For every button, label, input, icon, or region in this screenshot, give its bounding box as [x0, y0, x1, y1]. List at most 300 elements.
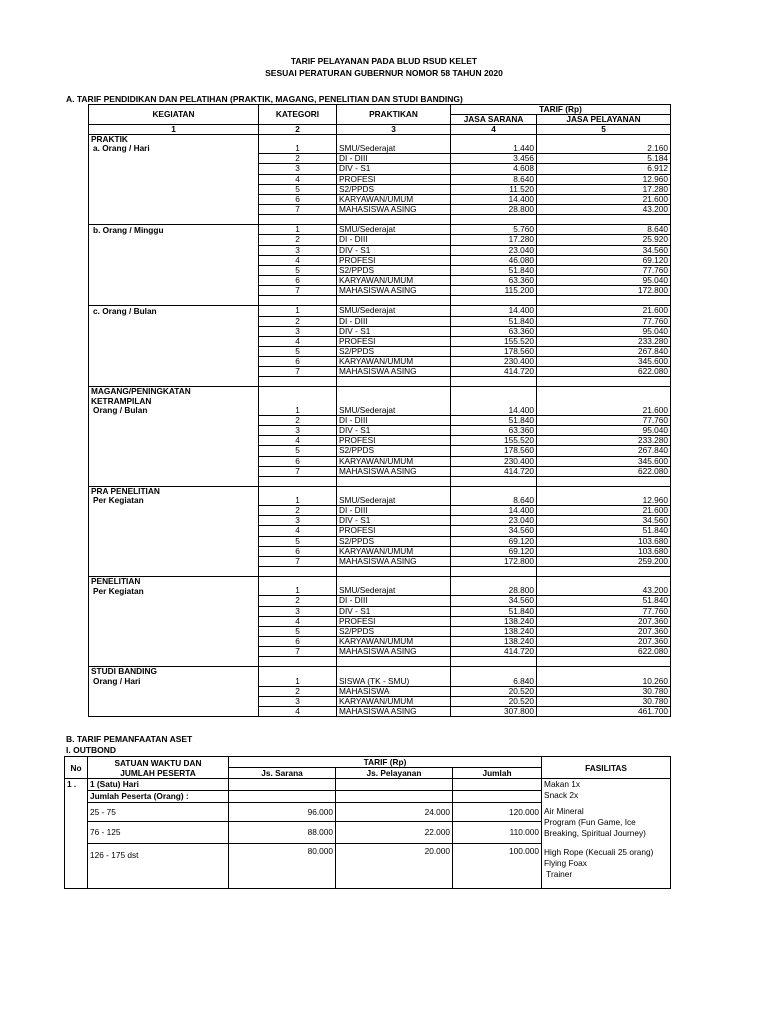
kategori-value: 2 [259, 596, 337, 606]
jasa-sarana-value: 14.400 [451, 506, 537, 516]
tarif-row [89, 706, 671, 716]
cell-empty [542, 882, 671, 889]
cell-empty [337, 387, 451, 397]
tarif-row [89, 184, 671, 194]
jasa-pelayanan-value: 207.360 [537, 616, 671, 626]
cell-empty [337, 577, 451, 587]
tarif-row [89, 596, 671, 606]
tarif-row [89, 506, 671, 516]
kategori-value: 4 [259, 174, 337, 184]
jasa-sarana-value: 28.800 [451, 205, 537, 215]
col-number: 4 [451, 125, 537, 135]
cell-empty [451, 377, 537, 387]
peserta-range: 76 - 125 [88, 822, 229, 844]
kategori-value: 6 [259, 637, 337, 647]
praktikan-value: SMU/Sederajat [337, 406, 451, 416]
tarif-row [89, 255, 671, 265]
tarif-row [89, 637, 671, 647]
praktikan-value: DI - DIII [337, 316, 451, 326]
kategori-value: 2 [259, 316, 337, 326]
cell-empty [537, 486, 671, 496]
tarif-row [89, 677, 671, 687]
jasa-sarana-value: 51.840 [451, 415, 537, 425]
cell-empty [451, 387, 537, 397]
jasa-pelayanan-value: 233.280 [537, 436, 671, 446]
jasa-pelayanan-value: 77.760 [537, 316, 671, 326]
cell-empty [89, 154, 259, 164]
col-jasa-pelayanan: JASA PELAYANAN [537, 115, 671, 125]
outbond-no: 1 . [65, 779, 88, 882]
col-kategori: KATEGORI [259, 105, 337, 125]
js-sarana-value: 80.000 [229, 844, 336, 882]
fasilitas-item: Makan 1x [544, 779, 581, 789]
jasa-sarana-value: 34.560 [451, 596, 537, 606]
cell-empty [451, 215, 537, 225]
praktikan-value: DI - DIII [337, 235, 451, 245]
jasa-sarana-value: 4.608 [451, 164, 537, 174]
jasa-sarana-value: 23.040 [451, 516, 537, 526]
col-fasilitas: FASILITAS [542, 757, 671, 779]
jasa-sarana-value: 51.840 [451, 265, 537, 275]
group-heading: STUDI BANDING [89, 667, 259, 677]
kegiatan-label: Per Kegiatan [89, 496, 259, 506]
tarif-row [89, 144, 671, 154]
cell-empty [259, 135, 337, 145]
cell-empty [259, 296, 337, 306]
jasa-sarana-value: 5.760 [451, 225, 537, 235]
kategori-value: 7 [259, 286, 337, 296]
praktikan-value: SMU/Sederajat [337, 586, 451, 596]
col-satuan [88, 757, 229, 779]
tarif-row [89, 306, 671, 316]
tarif-row [89, 616, 671, 626]
praktikan-value: KARYAWAN/UMUM [337, 357, 451, 367]
outbond-title: I. OUTBOND [66, 745, 117, 755]
kategori-value: 6 [259, 456, 337, 466]
tarif-row [89, 276, 671, 286]
cell-empty [89, 415, 259, 425]
cell-empty [337, 476, 451, 486]
kategori-value: 2 [259, 154, 337, 164]
praktikan-value: MAHASISWA ASING [337, 556, 451, 566]
kegiatan-label: a. Orang / Hari [89, 144, 259, 154]
cell-empty [259, 567, 337, 577]
jasa-sarana-value: 178.560 [451, 446, 537, 456]
jasa-sarana-value: 51.840 [451, 606, 537, 616]
group-heading-row [89, 387, 671, 397]
tarif-row [89, 265, 671, 275]
col-js-pelayanan: Js. Pelayanan [336, 768, 453, 779]
cell-empty [89, 606, 259, 616]
jasa-pelayanan-value: 267.840 [537, 346, 671, 356]
kategori-value: 5 [259, 265, 337, 275]
praktikan-value: PROFESI [337, 616, 451, 626]
praktikan-value: DI - DIII [337, 415, 451, 425]
cell-empty [537, 577, 671, 587]
cell-empty [537, 476, 671, 486]
praktikan-value: MAHASISWA ASING [337, 466, 451, 476]
cell-empty [337, 296, 451, 306]
jasa-sarana-value: 155.520 [451, 336, 537, 346]
jasa-pelayanan-value: 77.760 [537, 265, 671, 275]
jasa-pelayanan-value: 51.840 [537, 596, 671, 606]
tarif-row [89, 546, 671, 556]
spacer-row [89, 215, 671, 225]
praktikan-value: S2/PPDS [337, 184, 451, 194]
praktikan-value: PROFESI [337, 174, 451, 184]
kategori-value: 4 [259, 706, 337, 716]
tarif-row [89, 406, 671, 416]
tarif-row [89, 446, 671, 456]
kategori-value: 6 [259, 276, 337, 286]
kategori-value: 1 [259, 586, 337, 596]
cell-empty [451, 296, 537, 306]
cell-empty [89, 194, 259, 204]
peserta-range: 25 - 75 [88, 803, 229, 822]
praktikan-value: DIV - S1 [337, 606, 451, 616]
cell-empty [259, 476, 337, 486]
group-heading-row [89, 135, 671, 145]
jasa-sarana-value: 307.800 [451, 706, 537, 716]
tarif-row [89, 626, 671, 636]
fasilitas-item: Program (Fun Game, Ice [544, 817, 636, 827]
group-heading: PRAKTIK [89, 135, 259, 145]
cell-empty [89, 626, 259, 636]
kategori-value: 6 [259, 194, 337, 204]
jasa-pelayanan-value: 233.280 [537, 336, 671, 346]
cell-empty [537, 387, 671, 397]
praktikan-value: DIV - S1 [337, 516, 451, 526]
jasa-sarana-value: 23.040 [451, 245, 537, 255]
kategori-value: 7 [259, 466, 337, 476]
cell-empty [259, 215, 337, 225]
praktikan-value: MAHASISWA ASING [337, 205, 451, 215]
js-sarana-value: 88.000 [229, 822, 336, 844]
cell-empty [259, 377, 337, 387]
cell-empty [89, 647, 259, 657]
jasa-sarana-value: 3.456 [451, 154, 537, 164]
col-number: 1 [89, 125, 259, 135]
tarif-row [89, 466, 671, 476]
praktikan-value: DI - DIII [337, 506, 451, 516]
cell-empty [89, 174, 259, 184]
jasa-sarana-value: 138.240 [451, 616, 537, 626]
jasa-pelayanan-value: 259.200 [537, 556, 671, 566]
cell-empty [89, 686, 259, 696]
jasa-sarana-value: 414.720 [451, 466, 537, 476]
tarif-row [89, 686, 671, 696]
cell-empty [229, 882, 336, 889]
cell-empty [89, 456, 259, 466]
jasa-sarana-value: 230.400 [451, 357, 537, 367]
jasa-pelayanan-value: 207.360 [537, 637, 671, 647]
col-jasa-sarana: JASA SARANA [451, 115, 537, 125]
cell-empty [89, 426, 259, 436]
cell-empty [453, 779, 542, 791]
cell-empty [451, 567, 537, 577]
tarif-row [89, 415, 671, 425]
kategori-value: 4 [259, 436, 337, 446]
kegiatan-label: b. Orang / Minggu [89, 225, 259, 235]
jasa-sarana-value: 8.640 [451, 174, 537, 184]
cell-empty [89, 184, 259, 194]
spacer-row [89, 476, 671, 486]
tarif-row [89, 154, 671, 164]
tarif-row [89, 336, 671, 346]
fasilitas-item: High Rope (Kecuali 25 orang) [544, 847, 654, 857]
tarif-row [89, 556, 671, 566]
praktikan-value: PROFESI [337, 526, 451, 536]
jasa-pelayanan-value: 95.040 [537, 326, 671, 336]
outbond-waktu: 1 (Satu) Hari [88, 779, 229, 791]
cell-empty [89, 516, 259, 526]
cell-empty [336, 791, 453, 803]
jumlah-value: 100.000 [453, 844, 542, 882]
jasa-pelayanan-value: 207.360 [537, 626, 671, 636]
cell-empty [537, 215, 671, 225]
col-jumlah: Jumlah [453, 768, 542, 779]
cell-empty [451, 135, 537, 145]
cell-empty [89, 696, 259, 706]
praktikan-value: KARYAWAN/UMUM [337, 637, 451, 647]
tarif-row [89, 526, 671, 536]
col-kegiatan: KEGIATAN [89, 105, 259, 125]
group-heading: PRA PENELITIAN [89, 486, 259, 496]
tarif-row [89, 436, 671, 446]
kategori-value: 3 [259, 326, 337, 336]
praktikan-value: PROFESI [337, 436, 451, 446]
jasa-pelayanan-value: 345.600 [537, 456, 671, 466]
kategori-value: 5 [259, 346, 337, 356]
cell-empty [89, 446, 259, 456]
praktikan-value: DIV - S1 [337, 245, 451, 255]
jasa-sarana-value: 51.840 [451, 316, 537, 326]
tarif-row [89, 316, 671, 326]
kategori-value: 2 [259, 235, 337, 245]
praktikan-value: KARYAWAN/UMUM [337, 194, 451, 204]
tarif-row [89, 367, 671, 377]
jasa-sarana-value: 14.400 [451, 406, 537, 416]
kategori-value: 3 [259, 606, 337, 616]
jasa-sarana-value: 14.400 [451, 194, 537, 204]
kategori-value: 1 [259, 406, 337, 416]
praktikan-value: S2/PPDS [337, 265, 451, 275]
cell-empty [89, 596, 259, 606]
jasa-sarana-value: 115.200 [451, 286, 537, 296]
kategori-value: 7 [259, 205, 337, 215]
js-sarana-value: 96.000 [229, 803, 336, 822]
kategori-value: 5 [259, 184, 337, 194]
outbond-fasilitas [542, 779, 671, 882]
cell-empty [89, 637, 259, 647]
jasa-sarana-value: 414.720 [451, 647, 537, 657]
col-praktikan: PRAKTIKAN [337, 105, 451, 125]
cell-empty [537, 667, 671, 677]
cell-empty [89, 436, 259, 446]
jasa-sarana-value: 8.640 [451, 496, 537, 506]
cell-empty [89, 567, 259, 577]
jasa-sarana-value: 14.400 [451, 306, 537, 316]
col-tarif: TARIF (Rp) [451, 105, 671, 115]
group-heading: PENELITIAN [89, 577, 259, 587]
tarif-row [89, 516, 671, 526]
jasa-pelayanan-value: 8.640 [537, 225, 671, 235]
praktikan-value: S2/PPDS [337, 346, 451, 356]
cell-empty [337, 397, 451, 406]
cell-empty [89, 466, 259, 476]
jasa-pelayanan-value: 17.280 [537, 184, 671, 194]
kategori-value: 6 [259, 357, 337, 367]
jasa-pelayanan-value: 103.680 [537, 536, 671, 546]
col-number: 3 [337, 125, 451, 135]
col-no: No [65, 757, 88, 779]
jasa-sarana-value: 63.360 [451, 276, 537, 286]
spacer-row [89, 296, 671, 306]
kegiatan-label: Per Kegiatan [89, 586, 259, 596]
jasa-pelayanan-value: 34.560 [537, 516, 671, 526]
tarif-row [89, 286, 671, 296]
jasa-pelayanan-value: 25.920 [537, 235, 671, 245]
praktikan-value: PROFESI [337, 336, 451, 346]
cell-empty [336, 779, 453, 791]
jasa-pelayanan-value: 43.200 [537, 205, 671, 215]
group-heading: MAGANG/PENINGKATAN [89, 387, 259, 397]
cell-empty [259, 657, 337, 667]
section-a-title: A. TARIF PENDIDIKAN DAN PELATIHAN (PRAKTIK, MAGANG, PENELITIAN DAN STUDI BANDING) [66, 94, 463, 104]
tarif-pendidikan-table [88, 104, 671, 717]
js-pelayanan-value: 24.000 [336, 803, 453, 822]
cell-empty [337, 486, 451, 496]
jasa-pelayanan-value: 345.600 [537, 357, 671, 367]
cell-empty [89, 326, 259, 336]
tarif-row [89, 164, 671, 174]
praktikan-value: MAHASISWA ASING [337, 367, 451, 377]
tarif-row [89, 426, 671, 436]
fasilitas-item: Breaking, Spiritual Journey) [544, 828, 646, 838]
kategori-value: 1 [259, 144, 337, 154]
jasa-pelayanan-value: 21.600 [537, 506, 671, 516]
jasa-pelayanan-value: 95.040 [537, 426, 671, 436]
cell-empty [453, 882, 542, 889]
cell-empty [89, 255, 259, 265]
jasa-pelayanan-value: 622.080 [537, 466, 671, 476]
jasa-pelayanan-value: 2.160 [537, 144, 671, 154]
tarif-row [89, 205, 671, 215]
kategori-value: 3 [259, 426, 337, 436]
jasa-sarana-value: 28.800 [451, 586, 537, 596]
jasa-sarana-value: 69.120 [451, 546, 537, 556]
jasa-pelayanan-value: 12.960 [537, 496, 671, 506]
kategori-value: 1 [259, 496, 337, 506]
jasa-sarana-value: 34.560 [451, 526, 537, 536]
cell-empty [89, 215, 259, 225]
kategori-value: 5 [259, 446, 337, 456]
document-subtitle: SESUAI PERATURAN GUBERNUR NOMOR 58 TAHUN 2020 [265, 68, 503, 78]
cell-empty [89, 546, 259, 556]
cell-empty [65, 882, 88, 889]
jasa-sarana-value: 11.520 [451, 184, 537, 194]
kategori-value: 1 [259, 677, 337, 687]
tarif-row [89, 174, 671, 184]
praktikan-value: DIV - S1 [337, 426, 451, 436]
jasa-sarana-value: 63.360 [451, 326, 537, 336]
kategori-value: 5 [259, 536, 337, 546]
cell-empty [89, 205, 259, 215]
praktikan-value: DI - DIII [337, 596, 451, 606]
tarif-row [89, 606, 671, 616]
praktikan-value: MAHASISWA ASING [337, 286, 451, 296]
cell-empty [537, 657, 671, 667]
jasa-sarana-value: 46.080 [451, 255, 537, 265]
tarif-pendidikan-body [89, 135, 671, 717]
praktikan-value: KARYAWAN/UMUM [337, 546, 451, 556]
cell-empty [537, 135, 671, 145]
cell-empty [89, 235, 259, 245]
cell-empty [537, 377, 671, 387]
jasa-sarana-value: 17.280 [451, 235, 537, 245]
praktikan-value: MAHASISWA ASING [337, 647, 451, 657]
cell-empty [337, 215, 451, 225]
tarif-row [89, 225, 671, 235]
cell-empty [89, 556, 259, 566]
col-number: 5 [537, 125, 671, 135]
kegiatan-label: Orang / Bulan [89, 406, 259, 416]
fasilitas-item: Snack 2x [544, 790, 579, 800]
kategori-value: 2 [259, 506, 337, 516]
kategori-value: 2 [259, 415, 337, 425]
cell-empty [453, 791, 542, 803]
tarif-row [89, 357, 671, 367]
cell-empty [451, 577, 537, 587]
cell-empty [89, 316, 259, 326]
jumlah-value: 120.000 [453, 803, 542, 822]
tarif-row [89, 696, 671, 706]
outbond-table [64, 756, 671, 889]
cell-empty [89, 526, 259, 536]
jasa-pelayanan-value: 34.560 [537, 245, 671, 255]
jasa-pelayanan-value: 5.184 [537, 154, 671, 164]
spacer-row [89, 377, 671, 387]
jasa-pelayanan-value: 69.120 [537, 255, 671, 265]
praktikan-value: KARYAWAN/UMUM [337, 696, 451, 706]
jasa-pelayanan-value: 622.080 [537, 367, 671, 377]
cell-empty [88, 882, 229, 889]
js-pelayanan-value: 22.000 [336, 822, 453, 844]
jasa-pelayanan-value: 30.780 [537, 686, 671, 696]
cell-empty [259, 486, 337, 496]
cell-empty [537, 567, 671, 577]
jasa-sarana-value: 138.240 [451, 637, 537, 647]
jasa-pelayanan-value: 77.760 [537, 415, 671, 425]
kategori-value: 4 [259, 526, 337, 536]
kategori-value: 3 [259, 164, 337, 174]
fasilitas-item: Trainer [544, 869, 573, 879]
cell-empty [89, 346, 259, 356]
jasa-sarana-value: 172.800 [451, 556, 537, 566]
cell-empty [336, 882, 453, 889]
jumlah-peserta-label: Jumlah Peserta (Orang) : [88, 791, 229, 803]
section-b-title: B. TARIF PEMANFAATAN ASET [66, 734, 193, 744]
tarif-row [89, 456, 671, 466]
cell-empty [89, 245, 259, 255]
jasa-pelayanan-value: 30.780 [537, 696, 671, 706]
jasa-pelayanan-value: 10.260 [537, 677, 671, 687]
jasa-sarana-value: 20.520 [451, 696, 537, 706]
tarif-row [89, 346, 671, 356]
cell-empty [89, 536, 259, 546]
cell-empty [89, 336, 259, 346]
praktikan-value: KARYAWAN/UMUM [337, 276, 451, 286]
